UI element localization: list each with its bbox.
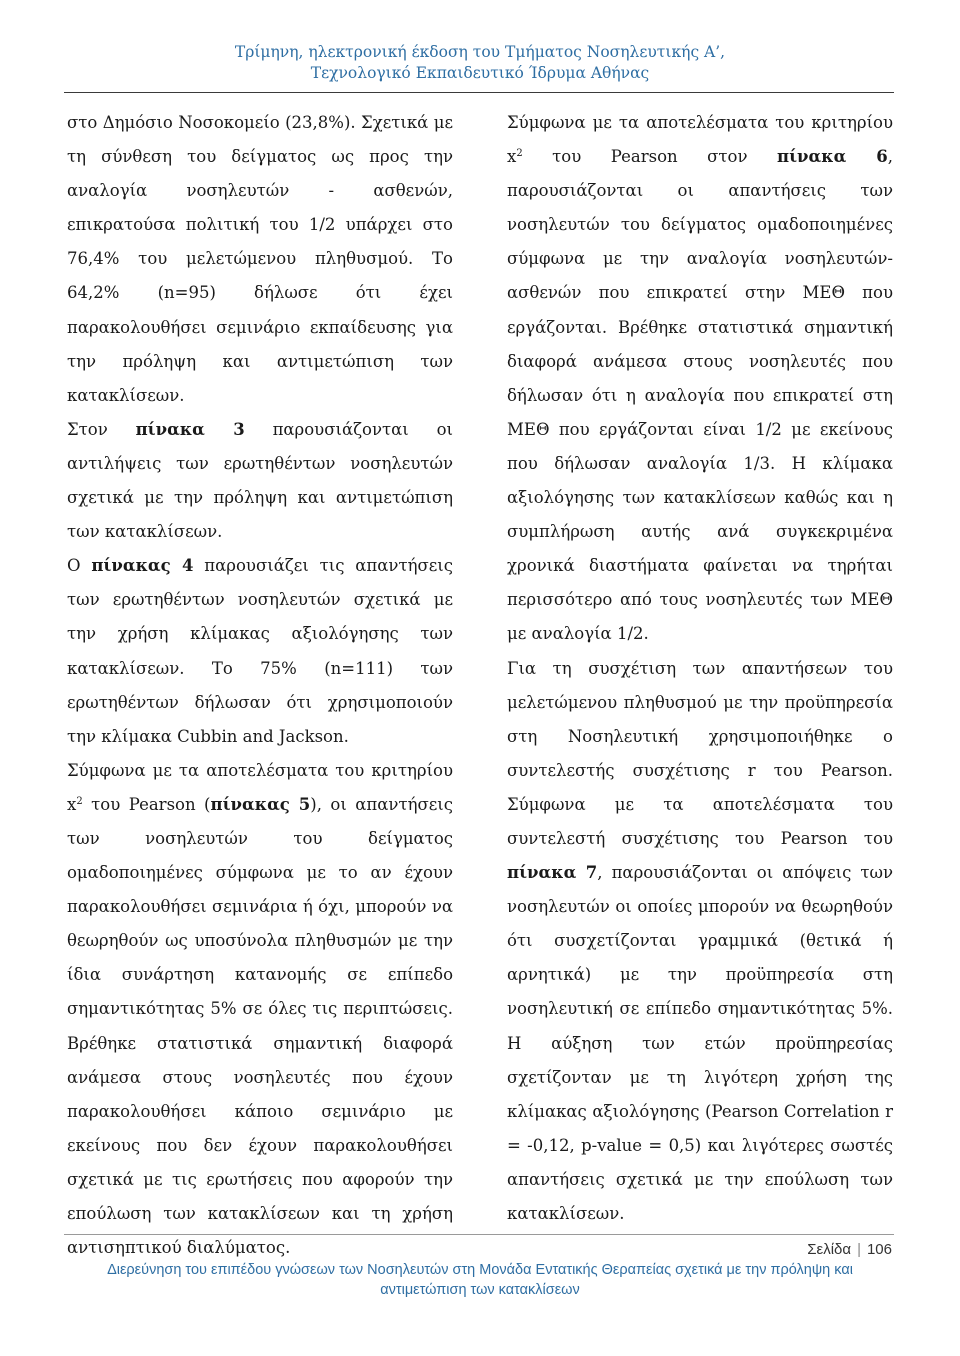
text-run: Στον: [67, 419, 136, 439]
left-column: [67, 106, 453, 1265]
text-run: Σύμφωνα με τα αποτελέσματα του κριτηρίου x: [67, 760, 453, 814]
header-divider: [64, 92, 894, 93]
superscript: 2: [516, 148, 523, 160]
left-paragraph-1: στο Δημόσιο Νοσοκομείο (23,8%). Σχετικά με τη σύνθεση του δείγματος ως προς την αναλογία νοσηλευτών - ασθενών, επικρατούσα πολιτική του 1/2 υπάρχει στο 76,4% του μελετώμενου πληθυσμού. Το 64,2% (n=95) δήλωσε ότι έχει παρακολουθήσει σεμινάριο εκπαίδευσης για την πρόληψη και αντιμετώπιση των κατακλίσεων.: [67, 113, 453, 405]
right-paragraph-1: [507, 106, 893, 652]
text-run: του Pearson στον: [522, 147, 777, 167]
text-run: Ο: [67, 556, 92, 576]
table-reference: πίνακας 5: [210, 794, 311, 814]
table-reference: πίνακας 4: [91, 556, 194, 576]
page-label: Σελίδα: [807, 1241, 852, 1258]
superscript: 2: [76, 795, 83, 807]
table-reference: πίνακα 3: [135, 419, 245, 439]
running-footer-line2: αντιμετώπιση των κατακλίσεων: [380, 1282, 580, 1298]
right-column: [507, 106, 893, 1231]
journal-header: [0, 42, 960, 84]
text-run: ), οι απαντήσεις των νοσηλευτών του δείγματος ομαδοποιημένες σύμφωνα με το αν έχουν παρακολουθήσει σεμινάρια ή όχι, μπορούν να θεωρηθούν ως υποσύνολα πληθυσμών με την ίδια συνάρτηση κατανομής σε επίπεδο σημαντικότητας 5% σε όλες τις περιπτώσεις. Βρέθηκε στατιστικά σημαντική διαφορά ανάμεσα στους νοσηλευτές που έχουν παρακολουθήσει κάποιο σεμινάριο με εκείνους που δεν έχουν παρακολουθήσει σχετικά με τις ερωτήσεις που αφορούν την επούλωση των κατακλίσεων και τη χρήση αντισηπτικού διαλύματος.: [67, 794, 453, 1258]
journal-header-line2: Τεχνολογικό Εκπαιδευτικό Ίδρυμα Αθήνας: [310, 64, 650, 82]
text-run: , παρουσιάζονται οι απαντήσεις των νοσηλευτών του δείγματος ομαδοποιημένες σύμφωνα με την αναλογία νοσηλευτών-ασθενών που επικρατεί στην ΜΕΘ που εργάζονται. Βρέθηκε στατιστικά σημαντική διαφορά ανάμεσα στους νοσηλευτές που δήλωσαν ότι η αναλογία που επικρατεί στη ΜΕΘ που εργάζονται είναι 1/2 με εκείνους που δήλωσαν αναλογία 1/3. Η κλίμακα αξιολόγησης των κατακλίσεων καθώς και η συμπλήρωση αυτής ανά συγκεκριμένα χρονικά διαστήματα φαίνεται να τηρήται περισσότερο από τους νοσηλευτές των ΜΕΘ με αναλογία 1/2.: [507, 147, 893, 644]
page-number-value: 106: [866, 1241, 892, 1258]
running-footer: [0, 1260, 960, 1300]
text-run: Σύμφωνα με τα αποτελέσματα του κριτηρίου x: [507, 113, 893, 167]
table-reference: πίνακα 6: [777, 147, 888, 167]
running-footer-line1: Διερεύνηση του επιπέδου γνώσεων των Νοσηλευτών στη Μονάδα Εντατικής Θεραπείας σχετικά με την πρόληψη και: [107, 1262, 853, 1278]
table-reference: πίνακα 7: [507, 863, 598, 883]
page-separator: |: [857, 1241, 861, 1258]
left-paragraph-3: [67, 549, 453, 754]
left-paragraph-2: [67, 413, 453, 549]
footer-divider: [64, 1234, 894, 1235]
text-run: του Pearson (: [82, 794, 211, 814]
text-run: παρουσιάζονται οι αντιλήψεις των ερωτηθέντων νοσηλευτών σχετικά με την πρόληψη και αντιμετώπιση των κατακλίσεων.: [67, 419, 453, 542]
journal-header-line1: Τρίμηνη, ηλεκτρονική έκδοση του Τμήματος Νοσηλευτικής Α’,: [234, 43, 726, 61]
page-number: [807, 1241, 892, 1258]
left-paragraph-4: [67, 754, 453, 1265]
text-run: , παρουσιάζονται οι απόψεις των νοσηλευτών οι οποίες μπορούν να θεωρηθούν ότι συσχετίζονται γραμμικά (θετικά ή αρνητικά) με την προϋπηρεσία στη νοσηλευτική σε επίπεδο σημαντικότητας 5%. Η αύξηση των ετών προϋπηρεσίας σχετίζονταν με τη λιγότερη χρήση της κλίμακας αξιολόγησης (Pearson Correlation r = -0,12, p-value = 0,5) και λιγότερες σωστές απαντήσεις σχετικά με την επούλωση των κατακλίσεων.: [507, 863, 893, 1223]
right-paragraph-2: [507, 652, 893, 1232]
text-run: παρουσιάζει τις απαντήσεις των ερωτηθέντων νοσηλευτών σχετικά με την χρήση κλίμακας αξιολόγησης των κατακλίσεων. Το 75% (n=111) των ερωτηθέντων δήλωσαν ότι χρησιμοποιούν την κλίμακα Cubbin and Jackson.: [67, 556, 453, 746]
text-run: Για τη συσχέτιση των απαντήσεων του μελετώμενου πληθυσμού με την προϋπηρεσία στη Νοσηλευτική χρησιμοποιήθηκε ο συντελεστής συσχέτισης r του Pearson. Σύμφωνα με τα αποτελέσματα του συντελεστή συσχέτισης του Pearson του: [507, 658, 893, 848]
